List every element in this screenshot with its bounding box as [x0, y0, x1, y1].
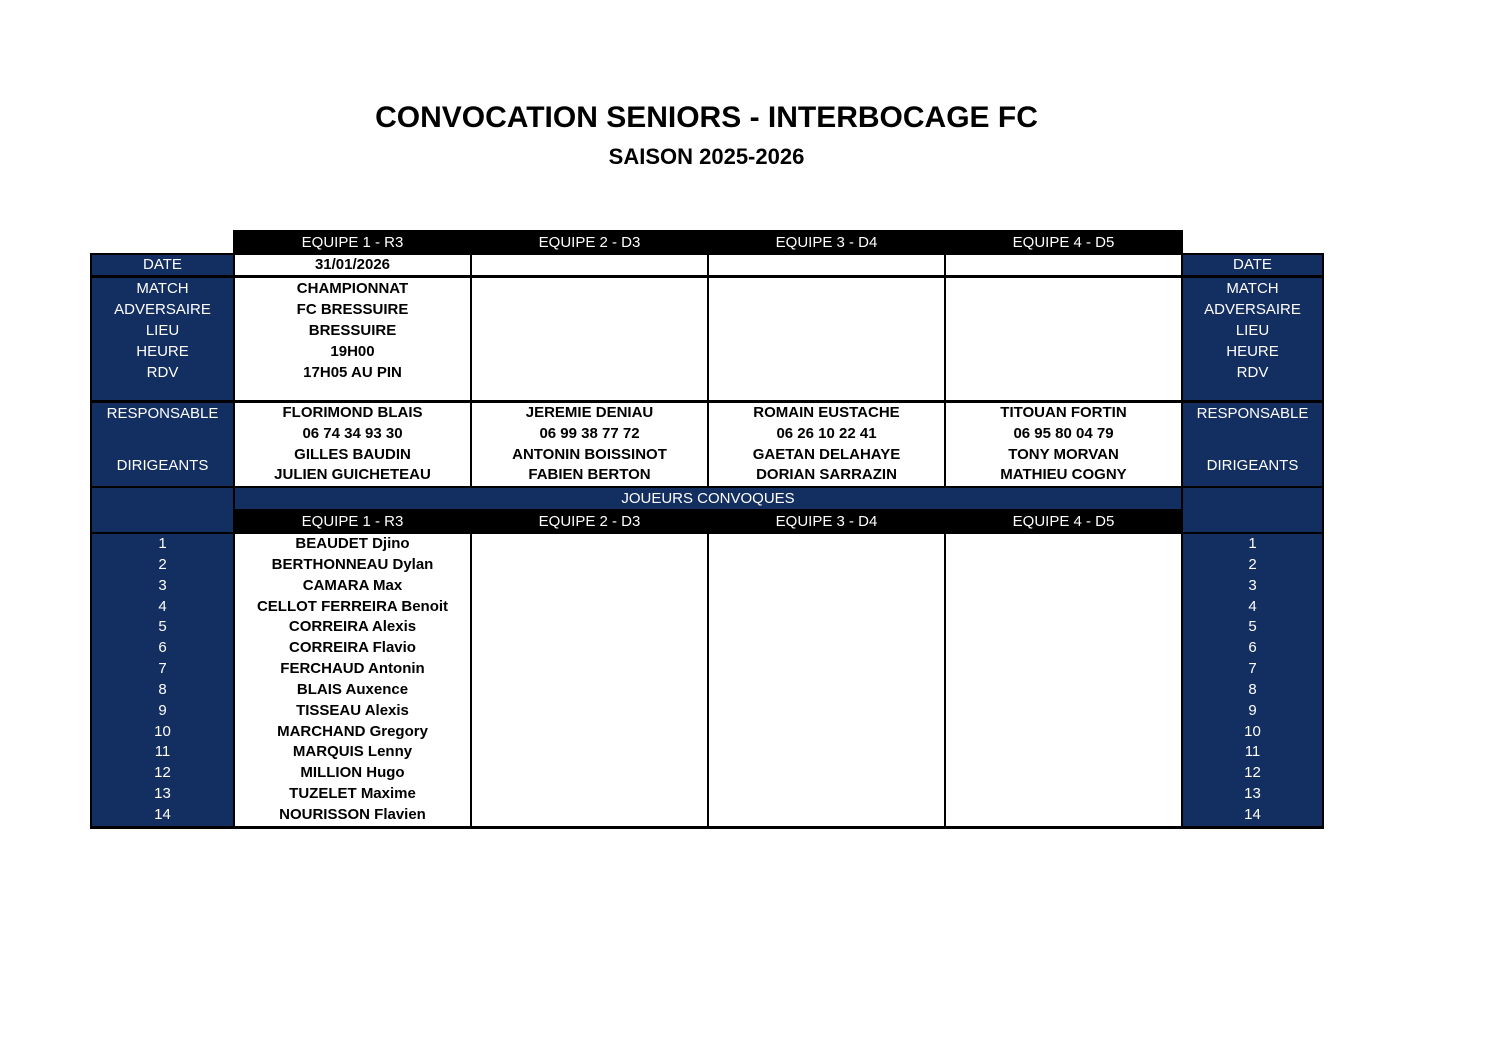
player-name: MARCHAND Gregory: [277, 722, 428, 740]
staff-labels-right: [1182, 402, 1323, 488]
row-number: 1: [158, 535, 167, 552]
dirigeants-label: DIRIGEANTS: [1206, 457, 1299, 474]
info-labels-right: [1182, 277, 1323, 402]
staff-line: 06 99 38 77 72: [539, 424, 640, 442]
row-number: 2: [1248, 555, 1257, 573]
row-number: 5: [1248, 618, 1257, 636]
match-info-line: CHAMPIONNAT: [296, 280, 409, 297]
team-header-row-top: [91, 231, 1323, 254]
team-2-staff: [471, 402, 708, 488]
page-subtitle: SAISON 2025-2026: [608, 144, 805, 169]
match-info-line: 19H00: [330, 343, 375, 360]
staff-line: 06 95 80 04 79: [1013, 424, 1114, 442]
players-row: [91, 533, 1323, 827]
responsable-label: RESPONSABLE: [1196, 405, 1309, 422]
player-name: MARQUIS Lenny: [292, 743, 413, 761]
row-number: 4: [158, 597, 167, 615]
team-1-header-top: EQUIPE 1 - R3: [234, 231, 471, 254]
match-info-line: 17H05 AU PIN: [303, 364, 402, 381]
match-info-line: BRESSUIRE: [308, 322, 397, 339]
player-name: CELLOT FERREIRA Benoit: [256, 597, 449, 615]
team-4-date: [945, 254, 1182, 277]
team-4-header-top: EQUIPE 4 - D5: [945, 231, 1182, 254]
team-2-match-info: [471, 277, 708, 402]
staff-line: FABIEN BERTON: [528, 466, 651, 484]
staff-line: DORIAN SARRAZIN: [756, 466, 897, 484]
row-number: 6: [1248, 639, 1257, 657]
team-3-players: [708, 533, 945, 827]
team-1-date: 31/01/2026: [234, 254, 471, 277]
team-4-match-info: [945, 277, 1182, 402]
row-number: 9: [158, 701, 167, 719]
row-number: 9: [1248, 701, 1257, 719]
row-number: 4: [1248, 597, 1257, 615]
team-4-header-bottom: EQUIPE 4 - D5: [945, 510, 1182, 533]
match-info-row: [91, 277, 1323, 402]
player-name: TISSEAU Alexis: [296, 701, 409, 719]
info-labels-left: [91, 277, 234, 402]
page-title: CONVOCATION SENIORS - INTERBOCAGE FC: [375, 101, 1038, 134]
info-label: RDV: [1236, 364, 1269, 381]
staff-line: GAETAN DELAHAYE: [752, 445, 901, 463]
player-name: FERCHAUD Antonin: [280, 660, 425, 678]
info-label: ADVERSAIRE: [114, 301, 211, 318]
player-name: BEAUDET Djino: [295, 535, 410, 552]
row-number: 2: [158, 555, 167, 573]
team-3-date: [708, 254, 945, 277]
staff-line: ANTONIN BOISSINOT: [512, 445, 667, 463]
row-number: 6: [158, 639, 167, 657]
row-number: 11: [154, 743, 171, 761]
row-number: 13: [154, 785, 171, 803]
row-numbers-right: [1182, 533, 1323, 827]
staff-line: GILLES BAUDIN: [294, 445, 411, 463]
responsable-label: RESPONSABLE: [106, 405, 219, 422]
row-number: 8: [1248, 680, 1257, 698]
team-3-match-info: [708, 277, 945, 402]
row-number: 1: [1248, 535, 1257, 552]
staff-line: MATHIEU COGNY: [1000, 466, 1127, 484]
team-header-row-bottom: [91, 510, 1323, 533]
staff-line: JULIEN GUICHETEAU: [274, 466, 431, 484]
player-name: TUZELET Maxime: [289, 785, 416, 803]
team-3-staff: [708, 402, 945, 488]
row-number: 7: [158, 660, 167, 678]
team-1-header-bottom: EQUIPE 1 - R3: [234, 510, 471, 533]
row-number: 3: [158, 576, 167, 594]
team-1-players: [234, 533, 471, 827]
spacer-right: [1182, 487, 1323, 533]
date-label-left: DATE: [91, 254, 234, 277]
staff-line: TITOUAN FORTIN: [1000, 404, 1127, 421]
team-1-match-info: [234, 277, 471, 402]
row-number: 3: [1248, 576, 1257, 594]
player-name: CORREIRA Alexis: [288, 618, 417, 636]
corner-spacer-right: [1182, 231, 1323, 254]
staff-row: [91, 402, 1323, 488]
player-name: NOURISSON Flavien: [279, 805, 426, 823]
info-label: MATCH: [136, 280, 189, 297]
team-1-staff: [234, 402, 471, 488]
convocation-table: [90, 230, 1324, 829]
date-row: [91, 254, 1323, 277]
info-label: HEURE: [136, 343, 189, 360]
info-label: LIEU: [1235, 322, 1270, 339]
row-numbers-left: [91, 533, 234, 827]
staff-labels-left: [91, 402, 234, 488]
date-label-right: DATE: [1182, 254, 1323, 277]
info-label: HEURE: [1226, 343, 1279, 360]
row-number: 5: [158, 618, 167, 636]
staff-line: ROMAIN EUSTACHE: [753, 404, 900, 421]
info-label: LIEU: [145, 322, 180, 339]
match-info-line: FC BRESSUIRE: [296, 301, 409, 318]
row-number: 10: [154, 722, 171, 740]
staff-line: JEREMIE DENIAU: [525, 404, 654, 421]
corner-spacer-left: [91, 231, 234, 254]
row-number: 8: [158, 680, 167, 698]
player-name: BERTHONNEAU Dylan: [271, 555, 434, 573]
banner-row: [91, 487, 1323, 510]
team-2-header-bottom: EQUIPE 2 - D3: [471, 510, 708, 533]
player-name: CAMARA Max: [302, 576, 403, 594]
info-label: MATCH: [1226, 280, 1279, 297]
team-2-date: [471, 254, 708, 277]
team-4-players: [945, 533, 1182, 827]
player-name: CORREIRA Flavio: [289, 639, 416, 657]
info-label: ADVERSAIRE: [1204, 301, 1301, 318]
row-number: 13: [1244, 785, 1261, 803]
row-number: 14: [1244, 805, 1261, 823]
row-number: 10: [1244, 722, 1261, 740]
joueurs-convoques-banner: JOUEURS CONVOQUES: [234, 487, 1182, 510]
staff-line: TONY MORVAN: [1008, 445, 1119, 463]
player-name: BLAIS Auxence: [296, 680, 409, 698]
team-4-staff: [945, 402, 1182, 488]
row-number: 7: [1248, 660, 1257, 678]
player-name: MILLION Hugo: [300, 764, 405, 782]
row-number: 12: [154, 764, 171, 782]
team-2-players: [471, 533, 708, 827]
row-number: 11: [1244, 743, 1261, 761]
row-number: 12: [1244, 764, 1261, 782]
team-3-header-top: EQUIPE 3 - D4: [708, 231, 945, 254]
spacer-left: [91, 487, 234, 533]
row-number: 14: [154, 805, 171, 823]
staff-line: FLORIMOND BLAIS: [282, 404, 423, 421]
team-2-header-top: EQUIPE 2 - D3: [471, 231, 708, 254]
staff-line: 06 26 10 22 41: [776, 424, 877, 442]
info-label: RDV: [146, 364, 179, 381]
team-3-header-bottom: EQUIPE 3 - D4: [708, 510, 945, 533]
staff-line: 06 74 34 93 30: [302, 424, 403, 442]
dirigeants-label: DIRIGEANTS: [116, 457, 209, 474]
